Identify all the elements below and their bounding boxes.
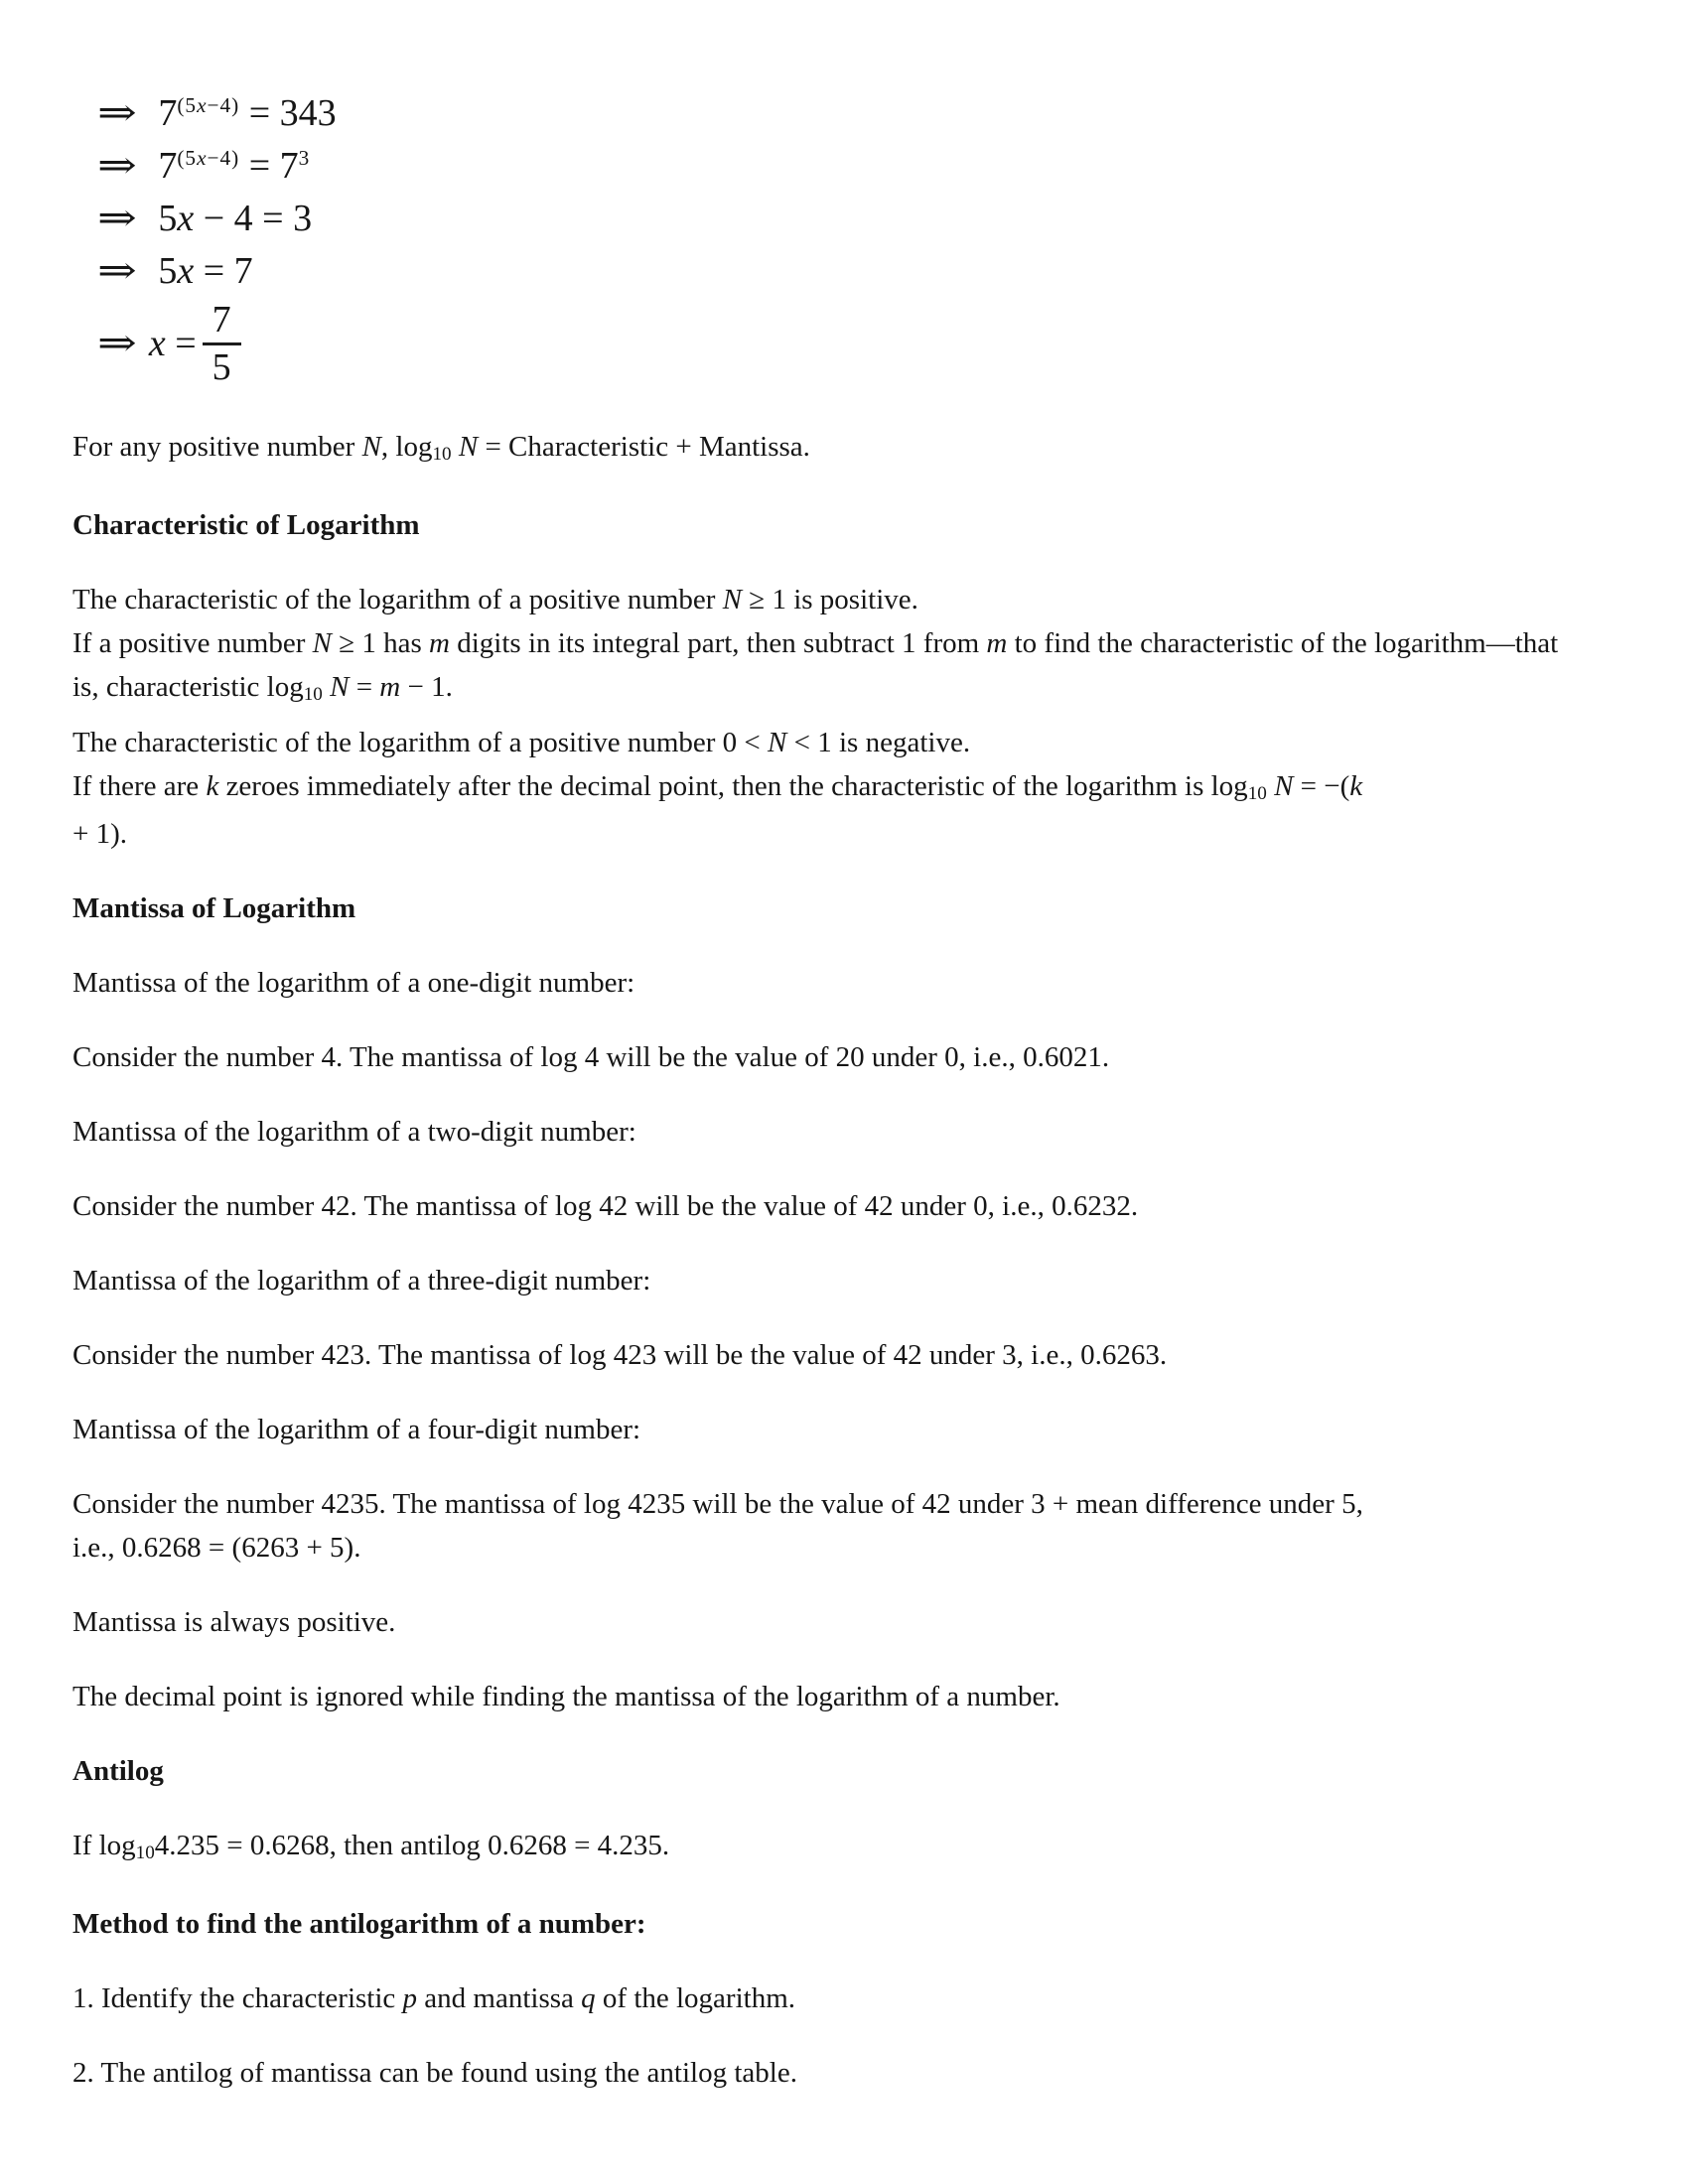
mantissa-three-digit-example: Consider the number 423. The mantissa of log 423 will be the value of 42 under 3, i.e., 0.6263. xyxy=(72,1339,1168,1371)
implies-arrow: ⇒ xyxy=(97,92,137,134)
antilog-method-step-2: 2. The antilog of mantissa can be found using the antilog table. xyxy=(72,2057,797,2089)
mantissa-four-digit-example: Consider the number 4235. The mantissa of log 4235 will be the value of 42 under 3 + mean difference under 5, i.e., 0.6268 = (6263 + 5). xyxy=(72,1488,1363,1564)
equation-line-3 xyxy=(97,193,1582,245)
mantissa-positive-note: Mantissa is always positive. xyxy=(72,1606,396,1638)
document-content xyxy=(72,87,1582,2125)
antilog-example: If $\log_{10}4.235 = 0.6268$, then antilog 0.6268 = 4.235. xyxy=(72,1830,670,1864)
antilog-method-step-1: 1. Identify the characteristic p and mantissa q of the logarithm. xyxy=(72,1982,795,2014)
equation-line-2 xyxy=(97,140,1582,193)
equation-expression: 5x − 4 = 3 xyxy=(158,198,313,239)
decimal-point-note: The decimal point is ignored while finding the mantissa of the logarithm of a number. xyxy=(72,1681,1060,1712)
mantissa-one-digit-example: Consider the number 4. The mantissa of log 4 will be the value of 20 under 0, i.e., 0.6021. xyxy=(72,1041,1110,1073)
implies-arrow: ⇒ xyxy=(97,198,137,239)
equation-expression: $7^{(5x-4)} = 7^3$ xyxy=(158,145,311,187)
mantissa-two-digit-example: Consider the number 42. The mantissa of log 42 will be the value of 42 under 0, i.e., 0.6232. xyxy=(72,1190,1139,1222)
equation-line-1 xyxy=(97,87,1582,140)
fraction-denominator: 5 xyxy=(211,345,231,388)
characteristic-negative-paragraph: The characteristic of the logarithm of a positive number 0 < N < 1 is negative. If there are k zeroes immediately after the decimal point, then the characteristic of the logarithm is $\log_{10} N = -(k$ + 1). xyxy=(72,727,1363,850)
fraction xyxy=(203,299,241,389)
mantissa-three-digit-label: Mantissa of the logarithm of a three-digit number: xyxy=(72,1265,651,1297)
antilog-method-heading: Method to find the antilogarithm of a number: xyxy=(72,1908,646,1940)
characteristic-heading: Characteristic of Logarithm xyxy=(72,509,420,541)
implies-arrow: ⇒ xyxy=(97,322,137,364)
antilog-heading: Antilog xyxy=(72,1755,164,1787)
mantissa-one-digit-label: Mantissa of the logarithm of a one-digit number: xyxy=(72,967,635,999)
equation-expression: x = xyxy=(148,322,197,364)
mantissa-four-digit-label: Mantissa of the logarithm of a four-digit number: xyxy=(72,1414,641,1445)
equation-line-4 xyxy=(97,245,1582,298)
equation-line-5 xyxy=(97,298,1582,389)
implies-arrow: ⇒ xyxy=(97,145,137,187)
characteristic-positive-paragraph: The characteristic of the logarithm of a positive number N ≥ 1 is positive. If a positive number N ≥ 1 has m digits in its integral part, then subtract 1 from m to find the characteristic of the logarithm—that is, characteristic $\log_{10} N = m - 1$. xyxy=(72,584,1559,706)
mantissa-heading: Mantissa of Logarithm xyxy=(72,892,356,924)
intro-paragraph: For any positive number N, $\log_{10} N$ = Characteristic + Mantissa. xyxy=(72,431,810,466)
equation-expression: $7^{(5x-4)} = 343$ xyxy=(158,92,337,134)
derivation-block xyxy=(97,87,1582,389)
mantissa-two-digit-label: Mantissa of the logarithm of a two-digit number: xyxy=(72,1116,636,1148)
fraction-numerator: 7 xyxy=(203,299,241,345)
equation-expression: 5x = 7 xyxy=(158,250,253,292)
implies-arrow: ⇒ xyxy=(97,250,137,292)
